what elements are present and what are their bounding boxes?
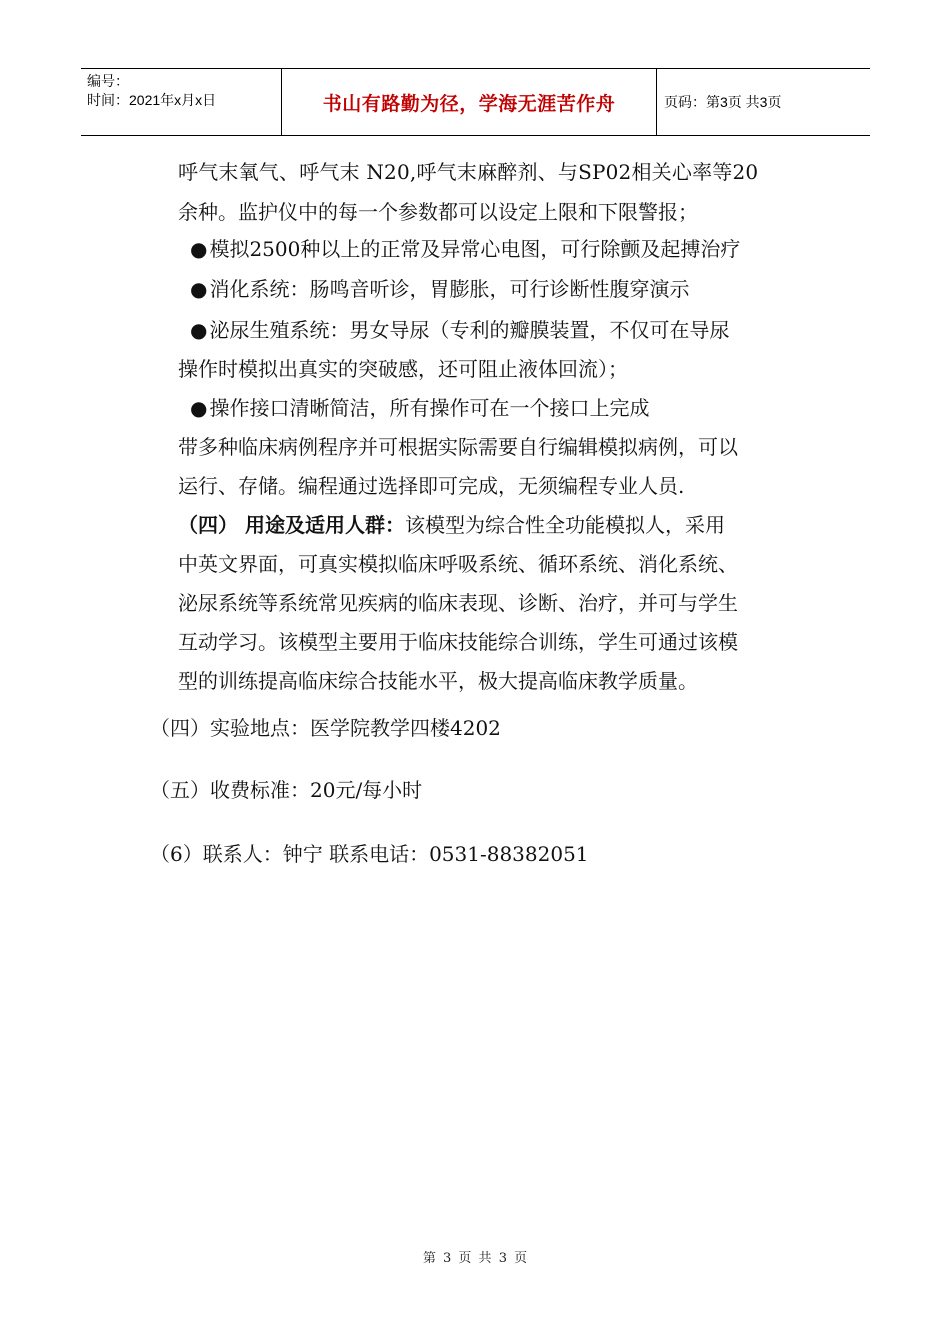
bullet-item [190,318,729,342]
bullet-text: 泌尿生殖系统：男女导尿（专利的瓣膜装置，不仅可在导尿 [209,318,730,342]
bullet-item [190,396,649,420]
bullet-item [190,277,689,301]
paragraph-line: 带多种临床病例程序并可根据实际需要自行编辑模拟病例，可以 [178,435,738,459]
paragraph-line: 呼气末氧气、呼气末 N20,呼气末麻醉剂、与SP02相关心率等20 [178,160,759,184]
bullet-text: 操作接口清晰简洁，所有操作可在一个接口上完成 [209,396,650,420]
bullet-item [190,237,740,261]
header-motto: 书山有路勤为径，学海无涯苦作舟 [281,69,657,135]
contact-line: （6）联系人：钟宁 联系电话：0531-88382051 [150,842,589,866]
bullet-icon: ● [190,396,208,420]
section-4-text: 该模型为综合性全功能模拟人，采用 [404,513,725,537]
page-header [81,68,870,136]
bullet-text: 模拟2500种以上的正常及异常心电图，可行除颤及起搏治疗 [209,237,741,261]
paragraph-line: 中英文界面，可真实模拟临床呼吸系统、循环系统、消化系统、 [178,552,738,576]
location-line: （四）实验地点：医学院教学四楼4202 [150,716,501,740]
header-meta [81,69,281,135]
header-date: 时间：2021年x月x日 [87,92,217,108]
header-number: 编号： [87,73,129,89]
header-page-info: 页码：第3页 共3页 [664,94,782,110]
bullet-icon: ● [190,277,208,301]
paragraph-line: 运行、存储。编程通过选择即可完成，无须编程专业人员. [178,474,685,498]
bullet-icon: ● [190,318,208,342]
section-4-line [178,513,725,537]
section-4-heading: （四） 用途及适用人群： [178,513,405,537]
paragraph-line: 型的训练提高临床综合技能水平，极大提高临床教学质量。 [178,669,698,693]
paragraph-line: 操作时模拟出真实的突破感，还可阻止液体回流）； [178,357,628,381]
bullet-icon: ● [190,237,208,261]
page-footer: 第 3 页 共 3 页 [422,1251,528,1266]
fee-line: （五）收费标准：20元/每小时 [150,778,423,802]
paragraph-line: 余种。监护仪中的每一个参数都可以设定上限和下限警报； [178,200,698,224]
paragraph-line: 互动学习。该模型主要用于临床技能综合训练，学生可通过该模 [178,630,738,654]
paragraph-line: 泌尿系统等系统常见疾病的临床表现、诊断、治疗，并可与学生 [178,591,738,615]
bullet-text: 消化系统：肠鸣音听诊，胃膨胀，可行诊断性腹穿演示 [209,277,690,301]
